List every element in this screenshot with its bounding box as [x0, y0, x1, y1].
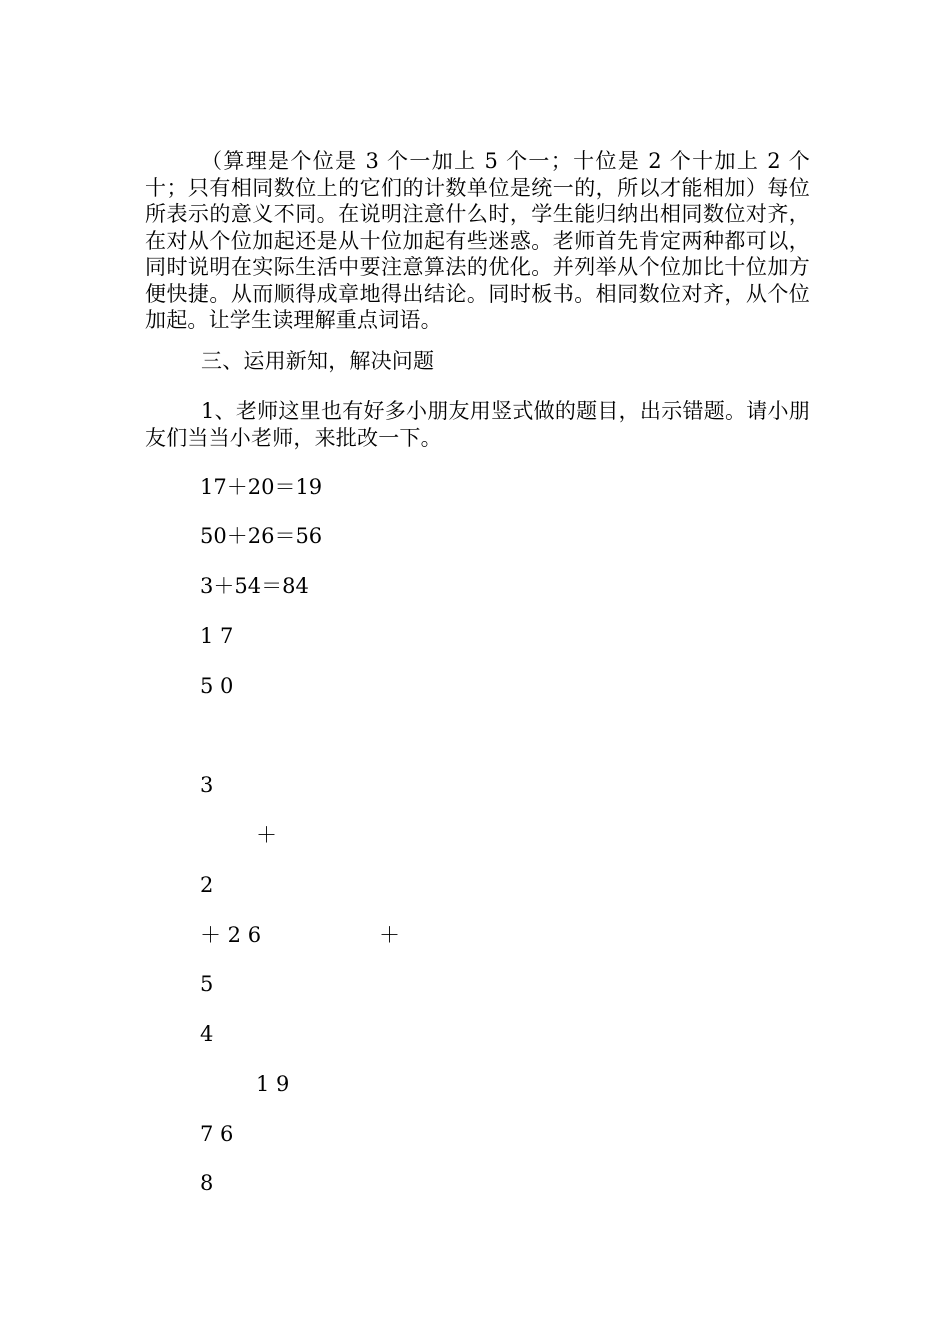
vertical-calc-plus-sign: ＋: [256, 823, 277, 847]
vertical-calc-line-7: 5: [200, 972, 214, 996]
equation-line-3: 3＋54＝84: [200, 574, 309, 598]
vertical-calc-line-2: 5 0: [200, 674, 234, 698]
equation-line-1: 17＋20＝19: [200, 475, 323, 499]
vertical-calc-line-11: 8: [200, 1171, 214, 1195]
vertical-calc-line-1: 1 7: [200, 624, 234, 648]
vertical-calc-line-8: 4: [200, 1022, 214, 1046]
vertical-calc-line-9: 1 9: [256, 1072, 290, 1096]
vertical-calc-plus-sign-right: ＋: [379, 923, 400, 947]
vertical-calc-line-3: 3: [200, 773, 214, 797]
equation-line-2: 50＋26＝56: [200, 524, 323, 548]
vertical-calc-line-5: 2: [200, 873, 214, 897]
paragraph-arithmetic-explanation: （算理是个位是 3 个一加上 5 个一；十位是 2 个十加上 2 个十；只有相同数位上的它们的计数单位是统一的，所以才能相加）每位所表示的意义不同。在说明注意什么时，学生能归纳出相同数位对齐，在对从个位加起还是从十位加起有些迷惑。老师首先肯定两种都可以，同时说明在实际生活中要注意算法的优化。并列举从个位加比十位加方便快捷。从而顺得成章地得出结论。同时板书。相同数位对齐，从个位加起。让学生读理解重点词语。: [145, 149, 810, 332]
section-heading: 三、运用新知，解决问题: [201, 349, 435, 373]
paragraph-exercise-intro: 1、老师这里也有好多小朋友用竖式做的题目，出示错题。请小朋友们当当小老师，来批改一下。: [145, 399, 810, 450]
vertical-calc-line-6: ＋ 2 6: [200, 923, 262, 947]
vertical-calc-line-10: 7 6: [200, 1122, 234, 1146]
